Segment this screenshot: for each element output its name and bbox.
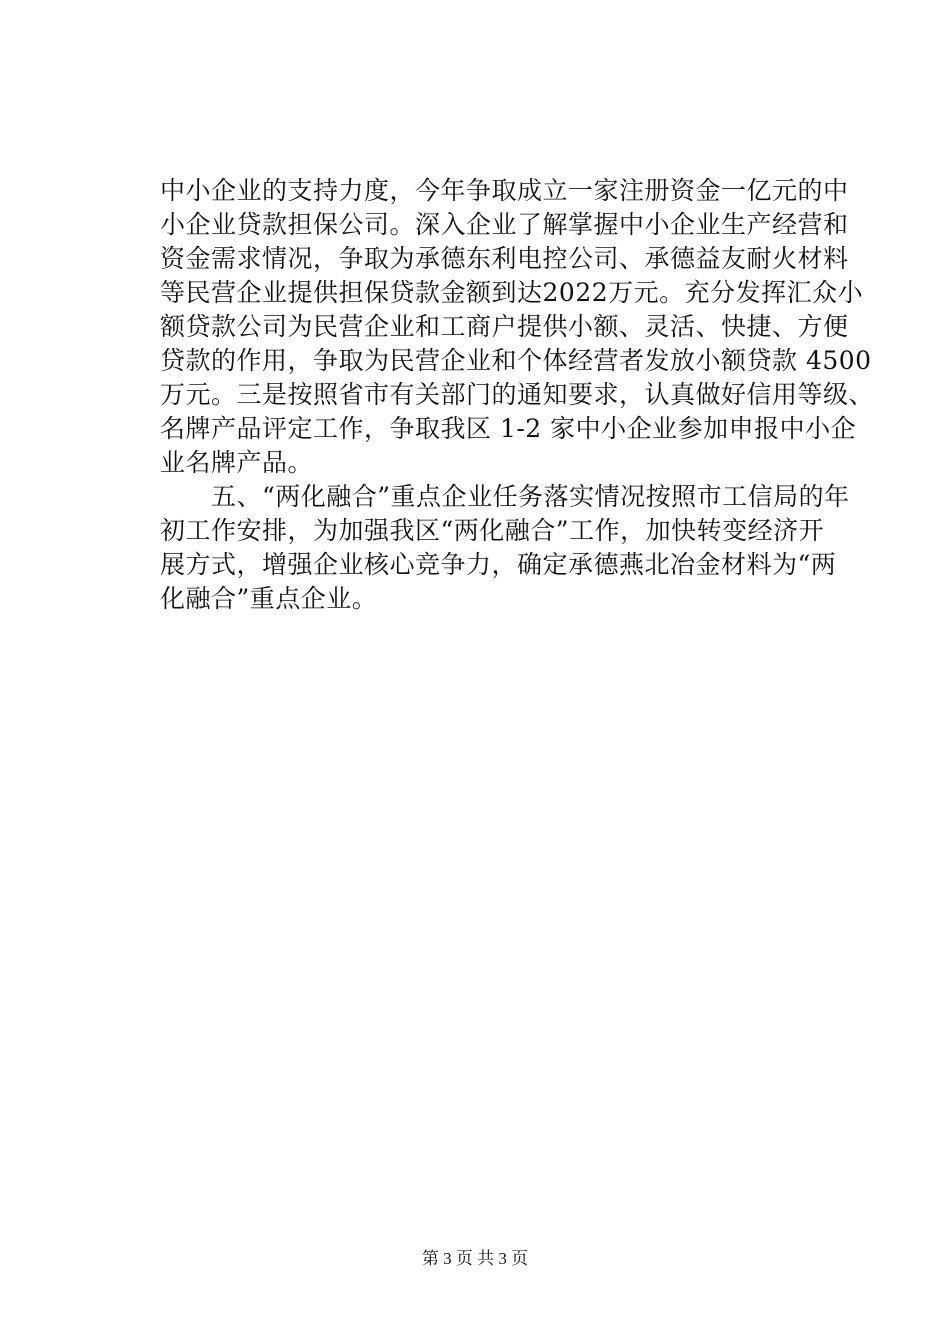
text-line: 小企业贷款担保公司。深入企业了解掌握中小企业生产经营和: [160, 210, 849, 239]
text-line: 等民营企业提供担保贷款金额到达2022万元。充分发挥汇众小: [160, 278, 864, 307]
text-line: 名牌产品评定工作，争取我区 1-2 家中小企业参加申报中小企: [160, 414, 857, 443]
text-line: 展方式，增强企业核心竞争力，确定承德燕北冶金材料为“两: [160, 550, 837, 579]
text-line: 中小企业的支持力度，今年争取成立一家注册资金一亿元的中: [160, 176, 849, 205]
text-line: 初工作安排，为加强我区“两化融合”工作，加快转变经济开: [160, 516, 825, 545]
text-line: 业名牌产品。: [160, 448, 314, 477]
page-number-label: 第 3 页 共 3 页: [421, 1249, 529, 1268]
text-line: 化融合”重点企业。: [160, 584, 378, 613]
text-line: 万元。三是按照省市有关部门的通知要求，认真做好信用等级、: [160, 380, 875, 409]
text-line: 贷款的作用，争取为民营企业和个体经营者发放小额贷款 4500: [160, 346, 872, 375]
text-line: 五、“两化融合”重点企业任务落实情况按照市工信局的年: [160, 482, 850, 511]
text-line: 资金需求情况，争取为承德东利电控公司、承德益友耐火材料: [160, 244, 849, 273]
text-line: 额贷款公司为民营企业和工商户提供小额、灵活、快捷、方便: [160, 312, 849, 341]
page-footer: [0, 1244, 950, 1269]
body-text: [160, 174, 875, 616]
